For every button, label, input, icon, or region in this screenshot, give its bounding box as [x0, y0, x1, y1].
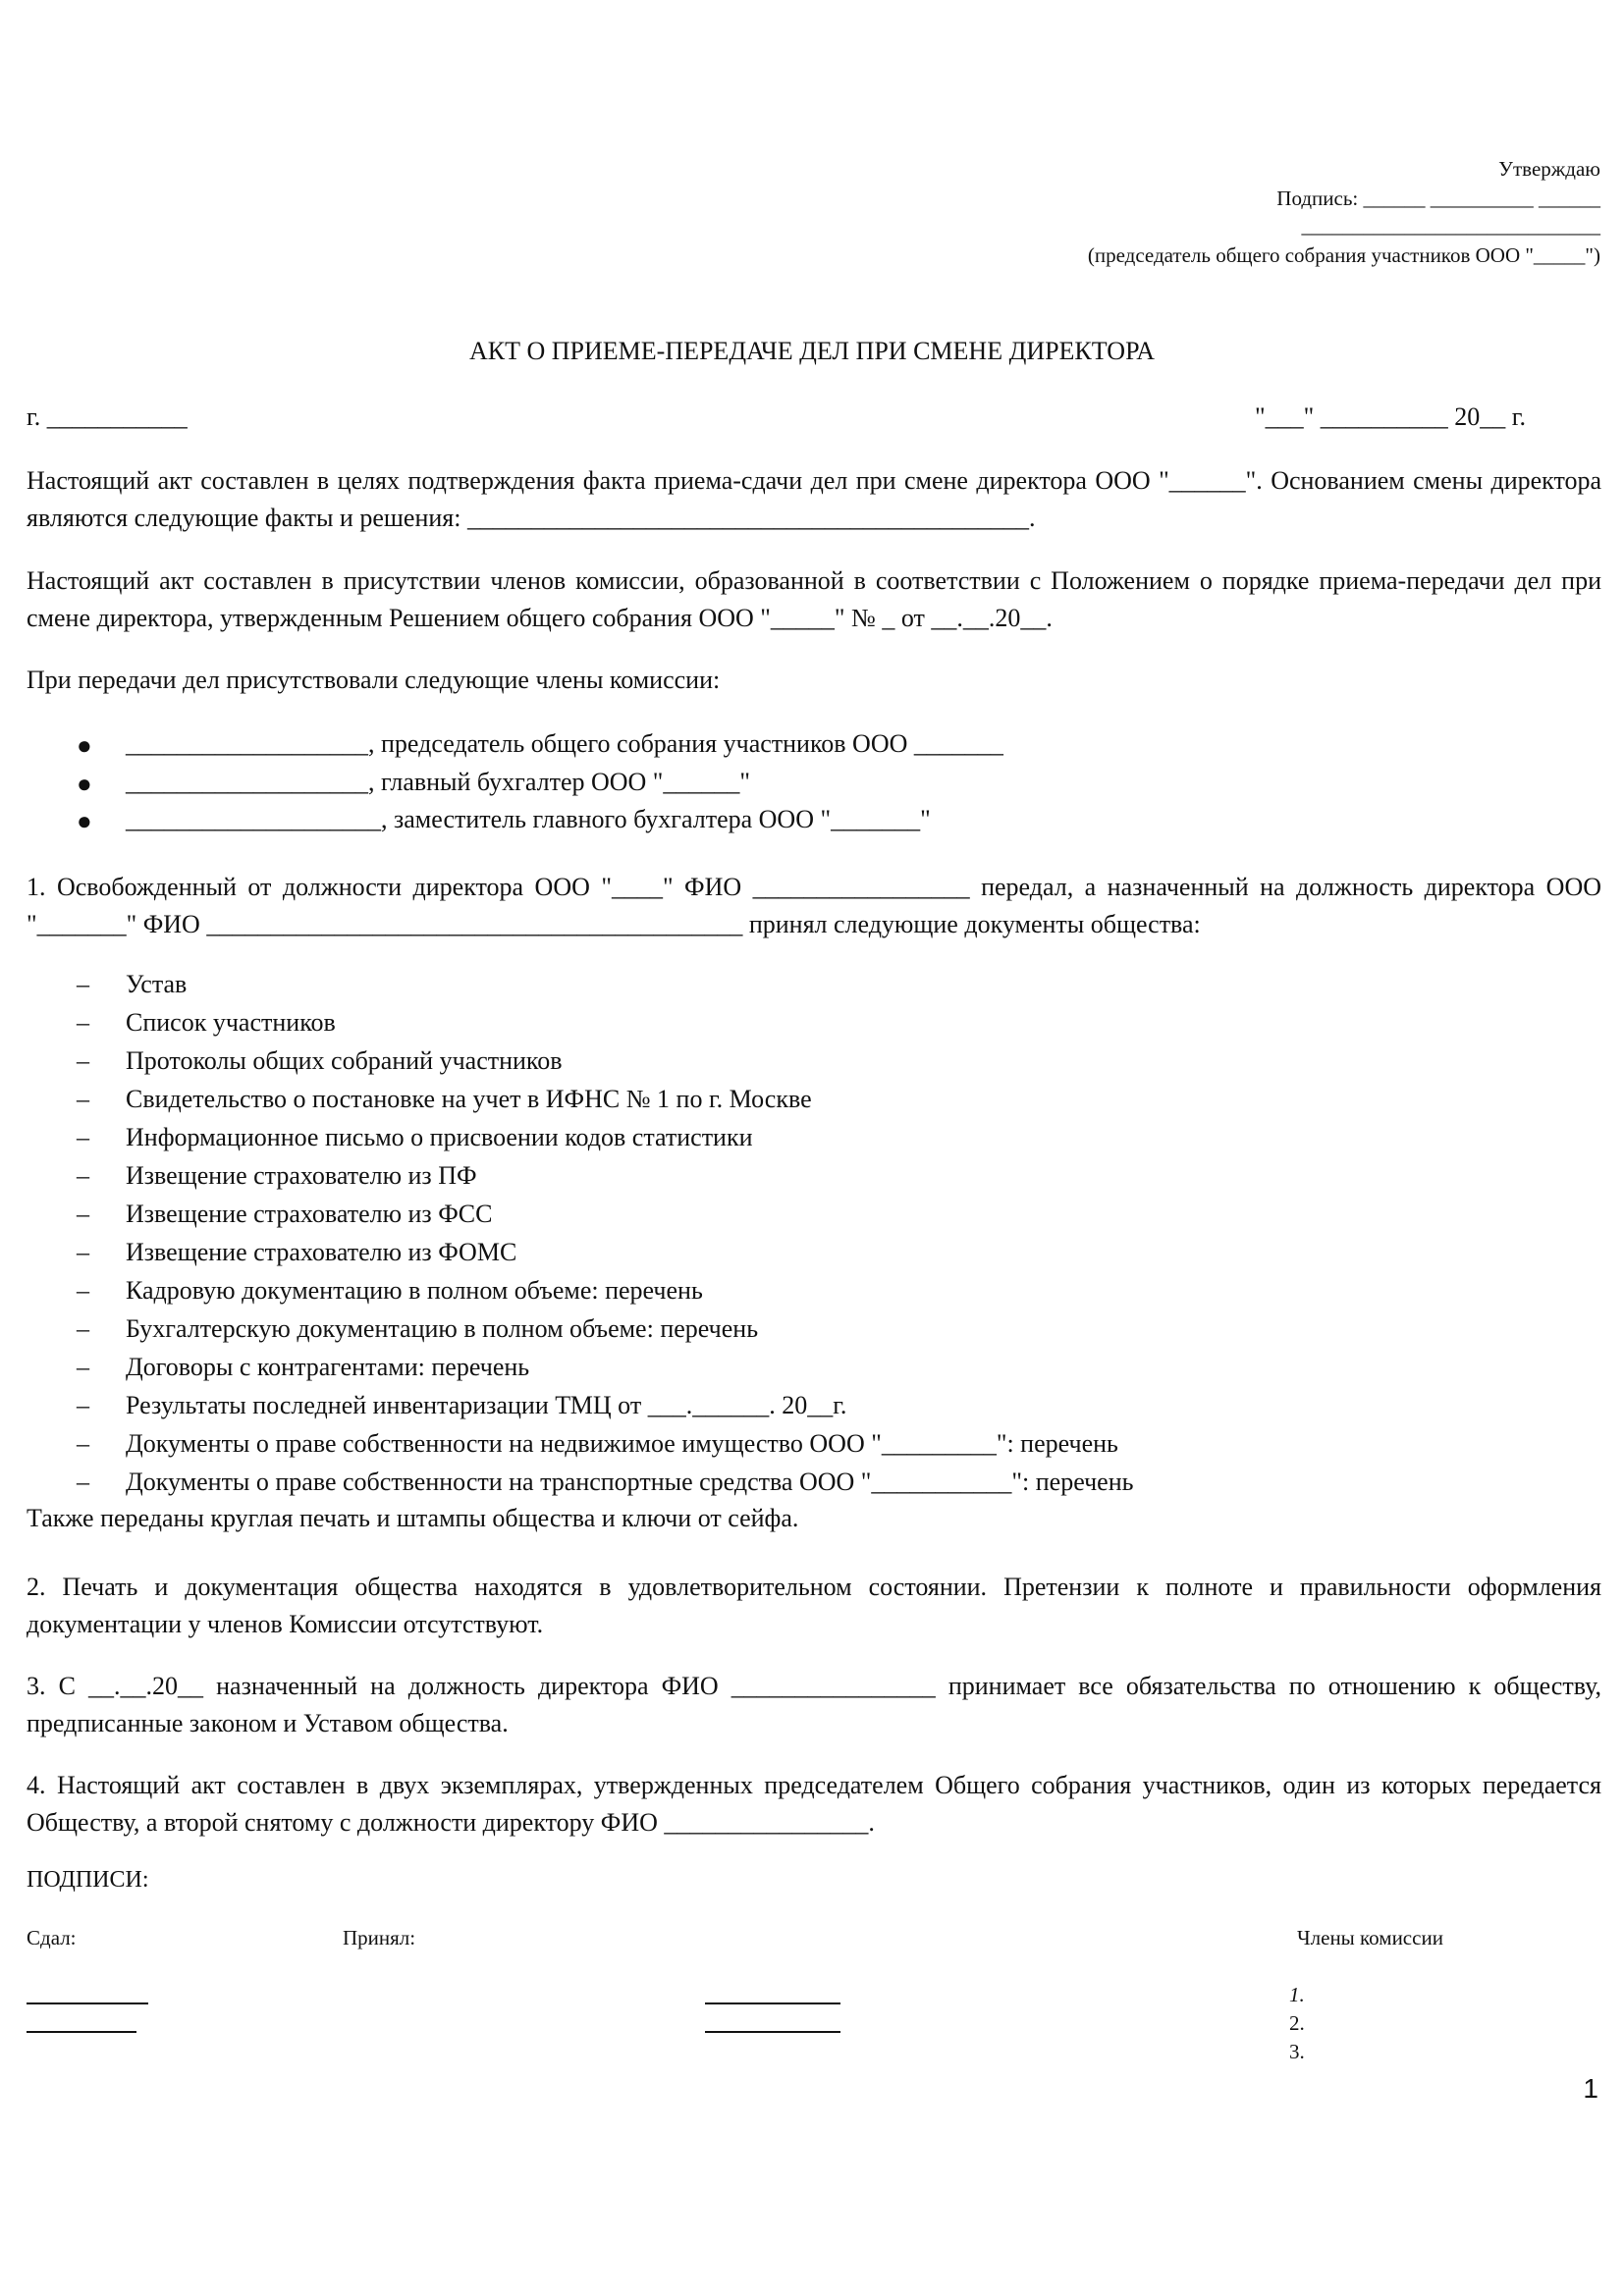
commission-number: 1. — [1289, 1983, 1305, 2006]
dash-marker-icon: – — [77, 970, 89, 998]
commission-number: 3. — [1289, 2040, 1305, 2063]
document-item: Документы о праве собственности на транспортные средства ООО "___________": перечень — [126, 1468, 1134, 1496]
document-item: Информационное письмо о присвоении кодов статистики — [126, 1123, 753, 1151]
bullet-dot-icon: ● — [77, 807, 92, 835]
page-number: 1 — [1583, 2073, 1598, 2104]
accepted-signature-line — [705, 2002, 840, 2004]
dash-marker-icon: – — [77, 1085, 89, 1113]
document-item: Извещение страхователю из ПФ — [126, 1161, 477, 1190]
document-item: Протоколы общих собраний участников — [126, 1046, 563, 1075]
member-item: ____________________, заместитель главного бухгалтера ООО "_______" — [126, 805, 931, 833]
dash-marker-icon: – — [77, 1046, 89, 1075]
clause-1: 1. Освобожденный от должности директора ООО "____" ФИО _________________ передал, а назначенный на должность директора ООО "_______" ФИО __________________________________________ принял следующие документы общества: — [27, 873, 1601, 938]
member-item: ___________________, председатель общего собрания участников ООО _______ — [126, 729, 1003, 758]
commission-label: Члены комиссии — [1297, 1926, 1443, 1949]
gave-signature-line — [27, 2002, 148, 2004]
approval-signature-label: Подпись: ______ __________ ______ — [1276, 187, 1600, 210]
commission-number: 2. — [1289, 2011, 1305, 2035]
document-item: Результаты последней инвентаризации ТМЦ от ___.______. 20__г. — [126, 1391, 847, 1419]
member-item: ___________________, главный бухгалтер ООО "______" — [126, 768, 751, 796]
document-item: Бухгалтерскую документацию в полном объеме: перечень — [126, 1314, 759, 1343]
dash-marker-icon: – — [77, 1353, 89, 1381]
dash-marker-icon: – — [77, 1314, 89, 1343]
document-item: Извещение страхователю из ФСС — [126, 1200, 493, 1228]
dash-marker-icon: – — [77, 1276, 89, 1305]
dash-marker-icon: – — [77, 1238, 89, 1266]
document-title: АКТ О ПРИЕМЕ-ПЕРЕДАЧЕ ДЕЛ ПРИ СМЕНЕ ДИРЕКТОРА — [468, 337, 1155, 365]
document-item: Кадровую документацию в полном объеме: перечень — [126, 1276, 703, 1305]
paragraph-purpose: Настоящий акт составлен в целях подтверждения факта приема-сдачи дел при смене директора ООО "______". Основанием смены директора являются следующие факты и решения: ____________________________________________. — [27, 466, 1601, 532]
clause-4: 4. Настоящий акт составлен в двух экземплярах, утвержденных председателем Общего собрания участников, один из которых передается Обществу, а второй снятому с должности директору ФИО ________________. — [27, 1771, 1601, 1837]
document-item: Список участников — [126, 1008, 336, 1037]
dash-marker-icon: – — [77, 1161, 89, 1190]
bullet-dot-icon: ● — [77, 731, 92, 760]
dash-marker-icon: – — [77, 1008, 89, 1037]
dash-marker-icon: – — [77, 1391, 89, 1419]
also-transferred: Также переданы круглая печать и штампы общества и ключи от сейфа. — [27, 1504, 799, 1532]
date-line: "___" __________ 20__ г. — [1255, 402, 1526, 431]
document-item: Устав — [126, 970, 188, 998]
clause-3: 3. С __.__.20__ назначенный на должность директора ФИО ________________ принимает все обязательства по отношению к обществу, предписанные законом и Уставом общества. — [27, 1672, 1601, 1737]
approval-approve: Утверждаю — [1498, 157, 1600, 181]
dash-marker-icon: – — [77, 1200, 89, 1228]
paragraph-commission: Настоящий акт составлен в присутствии членов комиссии, образованной в соответствии с Положением о порядке приема-передачи дел при смене директора, утвержденным Решением общего собрания ООО "_____" № _ от __.__.20__. — [27, 566, 1601, 632]
document-item: Извещение страхователю из ФОМС — [126, 1238, 517, 1266]
approval-chair-caption: (председатель общего собрания участников ООО "_____") — [1087, 243, 1600, 267]
document-item: Свидетельство о постановке на учет в ИФНС № 1 по г. Москве — [126, 1085, 812, 1113]
accepted-name-line — [705, 2031, 840, 2033]
accepted-label: Принял: — [343, 1926, 416, 1949]
dash-marker-icon: – — [77, 1123, 89, 1151]
gave-label: Сдал: — [27, 1926, 77, 1949]
clause-2: 2. Печать и документация общества находятся в удовлетворительном состоянии. Претензии к полноте и правильности оформления документации у членов Комиссии отсутствуют. — [27, 1573, 1601, 1638]
document-item: Договоры с контрагентами: перечень — [126, 1353, 530, 1381]
bullet-dot-icon: ● — [77, 770, 92, 798]
signatures-heading: ПОДПИСИ: — [27, 1867, 149, 1893]
gave-name-line — [27, 2031, 136, 2033]
approval-signature-line: _____________________________ — [1301, 214, 1600, 238]
dash-marker-icon: – — [77, 1468, 89, 1496]
document-item: Документы о праве собственности на недвижимое имущество ООО "_________": перечень — [126, 1429, 1118, 1458]
dash-marker-icon: – — [77, 1429, 89, 1458]
paragraph-members-intro: При передачи дел присутствовали следующие члены комиссии: — [27, 666, 721, 694]
place-line: г. ___________ — [27, 402, 188, 431]
